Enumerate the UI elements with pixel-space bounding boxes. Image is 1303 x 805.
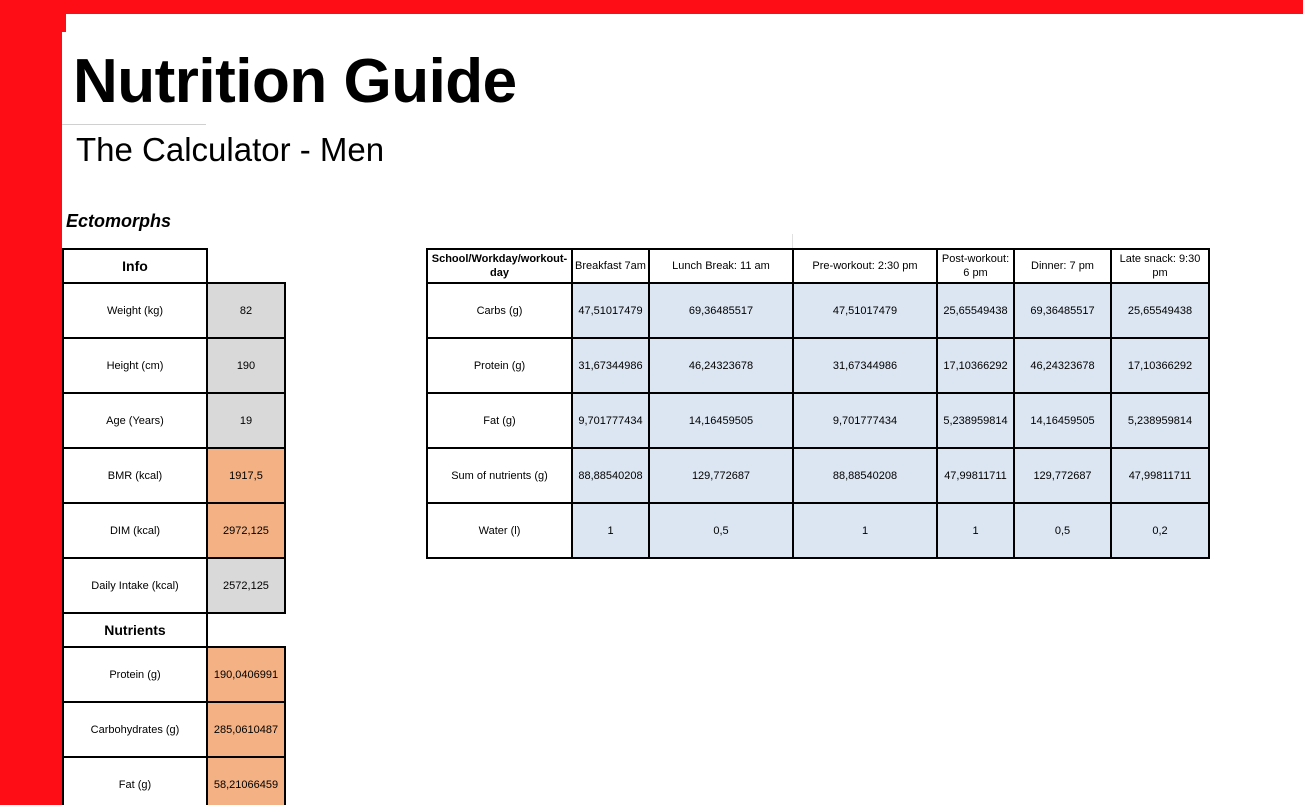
nutrient-label-fat[interactable]: Fat (g): [63, 757, 207, 805]
info-label-age[interactable]: Age (Years): [63, 393, 207, 448]
page-subtitle: The Calculator - Men: [76, 131, 385, 168]
meal-cell[interactable]: 31,67344986: [793, 338, 937, 393]
column-header-pre-workout[interactable]: Pre-workout: 2:30 pm: [793, 249, 937, 283]
meal-cell[interactable]: 46,24323678: [649, 338, 793, 393]
column-header-lunch[interactable]: Lunch Break: 11 am: [649, 249, 793, 283]
meal-cell[interactable]: 47,51017479: [572, 283, 649, 338]
row-label-water[interactable]: Water (l): [427, 503, 572, 558]
section-label-ectomorphs: Ectomorphs: [66, 211, 172, 231]
meal-cell[interactable]: 69,36485517: [649, 283, 793, 338]
top-accent-bar: [0, 0, 1303, 14]
meal-cell[interactable]: 46,24323678: [1014, 338, 1111, 393]
nutrient-row: [63, 757, 285, 805]
info-row: [63, 393, 285, 448]
column-guide: [792, 234, 793, 248]
meal-cell[interactable]: 1: [793, 503, 937, 558]
column-header-post-workout[interactable]: Post-workout: 6 pm: [937, 249, 1014, 283]
meal-cell[interactable]: 47,99811711: [937, 448, 1014, 503]
meal-cell[interactable]: 129,772687: [1014, 448, 1111, 503]
info-value-height[interactable]: 190: [207, 338, 285, 393]
info-value-weight[interactable]: 82: [207, 283, 285, 338]
meal-cell[interactable]: 31,67344986: [572, 338, 649, 393]
meal-row-carbs: [427, 283, 1209, 338]
info-heading[interactable]: Info: [63, 249, 207, 283]
nutrient-row: [63, 702, 285, 757]
nutrient-label-protein[interactable]: Protein (g): [63, 647, 207, 702]
info-value-daily-intake[interactable]: 2572,125: [207, 558, 285, 613]
row-label-protein[interactable]: Protein (g): [427, 338, 572, 393]
row-label-fat[interactable]: Fat (g): [427, 393, 572, 448]
info-row: [63, 558, 285, 613]
meal-cell[interactable]: 5,238959814: [937, 393, 1014, 448]
accent-notch: [62, 14, 66, 32]
info-value-bmr[interactable]: 1917,5: [207, 448, 285, 503]
column-header-breakfast[interactable]: Breakfast 7am: [572, 249, 649, 283]
meal-corner-header[interactable]: School/Workday/workout-day: [427, 249, 572, 283]
left-accent-bar: [0, 0, 62, 805]
info-value-dim[interactable]: 2972,125: [207, 503, 285, 558]
meal-cell[interactable]: 0,5: [649, 503, 793, 558]
meal-cell[interactable]: 17,10366292: [1111, 338, 1209, 393]
meal-cell[interactable]: 1: [937, 503, 1014, 558]
info-value-age[interactable]: 19: [207, 393, 285, 448]
empty-cell[interactable]: [207, 613, 285, 647]
meal-cell[interactable]: 25,65549438: [1111, 283, 1209, 338]
info-row: [63, 448, 285, 503]
row-label-sum[interactable]: Sum of nutrients (g): [427, 448, 572, 503]
column-header-dinner[interactable]: Dinner: 7 pm: [1014, 249, 1111, 283]
meal-row-fat: [427, 393, 1209, 448]
row-label-carbs[interactable]: Carbs (g): [427, 283, 572, 338]
info-header-row: [63, 249, 285, 283]
nutrient-label-carbohydrates[interactable]: Carbohydrates (g): [63, 702, 207, 757]
meal-cell[interactable]: 88,88540208: [572, 448, 649, 503]
info-table: [62, 248, 286, 805]
page-title: Nutrition Guide: [73, 47, 517, 116]
empty-cell[interactable]: [207, 249, 285, 283]
info-label-bmr[interactable]: BMR (kcal): [63, 448, 207, 503]
nutrient-row: [63, 647, 285, 702]
info-row: [63, 503, 285, 558]
meal-cell[interactable]: 88,88540208: [793, 448, 937, 503]
info-label-height[interactable]: Height (cm): [63, 338, 207, 393]
nutrient-value-fat[interactable]: 58,21066459: [207, 757, 285, 805]
meal-cell[interactable]: 9,701777434: [793, 393, 937, 448]
meal-cell[interactable]: 47,51017479: [793, 283, 937, 338]
nutrient-value-carbohydrates[interactable]: 285,0610487: [207, 702, 285, 757]
meal-cell[interactable]: 129,772687: [649, 448, 793, 503]
meal-cell[interactable]: 0,5: [1014, 503, 1111, 558]
meal-header-row: [427, 249, 1209, 283]
info-label-weight[interactable]: Weight (kg): [63, 283, 207, 338]
meal-cell[interactable]: 47,99811711: [1111, 448, 1209, 503]
meal-cell[interactable]: 1: [572, 503, 649, 558]
info-label-dim[interactable]: DIM (kcal): [63, 503, 207, 558]
meal-cell[interactable]: 0,2: [1111, 503, 1209, 558]
nutrients-heading[interactable]: Nutrients: [63, 613, 207, 647]
title-divider: [62, 124, 206, 125]
info-row: [63, 283, 285, 338]
meal-row-sum: [427, 448, 1209, 503]
meal-row-protein: [427, 338, 1209, 393]
info-label-daily-intake[interactable]: Daily Intake (kcal): [63, 558, 207, 613]
nutrient-value-protein[interactable]: 190,0406991: [207, 647, 285, 702]
meal-cell[interactable]: 17,10366292: [937, 338, 1014, 393]
meal-cell[interactable]: 69,36485517: [1014, 283, 1111, 338]
meal-cell[interactable]: 14,16459505: [649, 393, 793, 448]
meal-row-water: [427, 503, 1209, 558]
info-row: [63, 338, 285, 393]
meal-cell[interactable]: 25,65549438: [937, 283, 1014, 338]
meal-cell[interactable]: 14,16459505: [1014, 393, 1111, 448]
column-header-late-snack[interactable]: Late snack: 9:30 pm: [1111, 249, 1209, 283]
nutrients-header-row: [63, 613, 285, 647]
meal-plan-table: [426, 248, 1210, 559]
meal-cell[interactable]: 9,701777434: [572, 393, 649, 448]
meal-cell[interactable]: 5,238959814: [1111, 393, 1209, 448]
